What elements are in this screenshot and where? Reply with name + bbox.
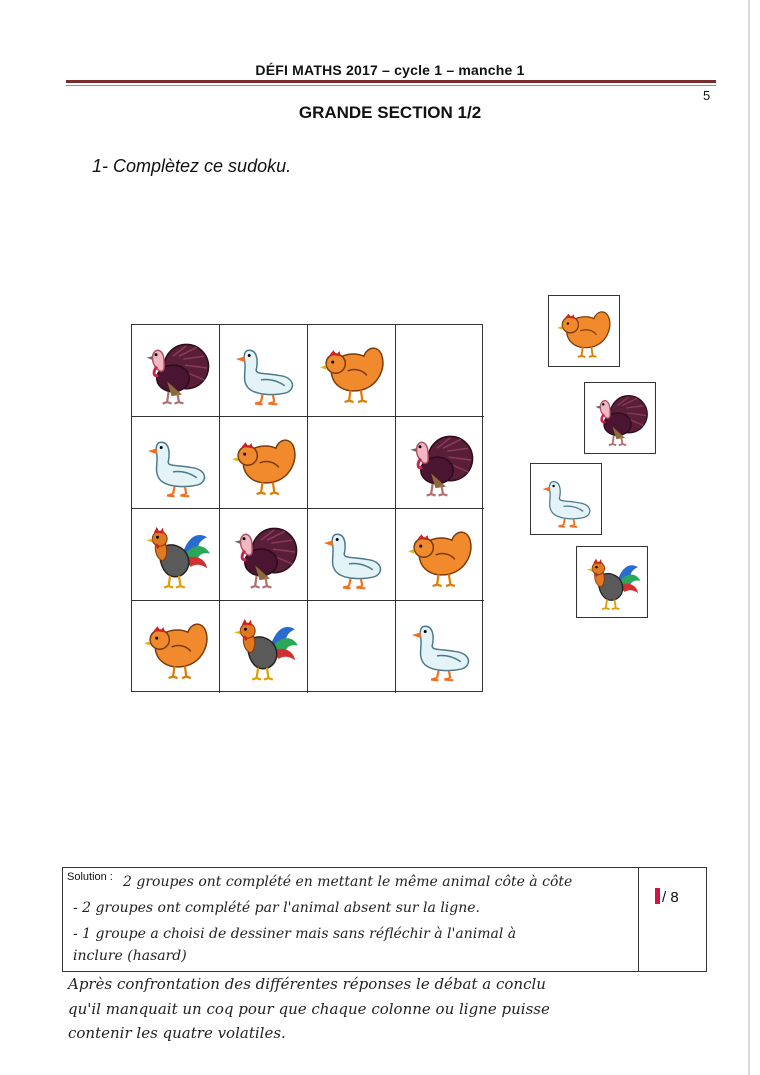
sudoku-cell-hen (132, 601, 220, 693)
sudoku-cell-goose (396, 601, 484, 693)
score-total: / 8 (662, 889, 679, 906)
rooster-icon (139, 518, 213, 592)
sudoku-cell-hen (308, 325, 396, 417)
hen-icon (315, 334, 389, 408)
solution-line: inclure (hasard) (73, 948, 187, 964)
header-title: DÉFI MATHS 2017 – cycle 1 – manche 1 (255, 62, 525, 78)
hen-icon (403, 518, 477, 592)
header-rule-thin (66, 85, 716, 86)
turkey-icon (227, 518, 301, 592)
conclusion-line: qu'il manquait un coq pour que chaque colonne ou ligne puisse (68, 1000, 550, 1018)
sudoku-cell-empty[interactable] (308, 417, 396, 509)
score-divider (638, 868, 639, 971)
hen-icon (227, 426, 301, 500)
page-edge (748, 0, 750, 1075)
goose-icon (315, 518, 389, 592)
sudoku-cell-goose (220, 325, 308, 417)
conclusion-line: Après confrontation des différentes réponses le débat a conclu (68, 975, 546, 993)
sudoku-cell-hen (396, 509, 484, 601)
solution-label: Solution : (67, 871, 113, 883)
conclusion-line: contenir les quatre volatiles. (68, 1024, 286, 1042)
turkey-icon (589, 387, 651, 449)
sudoku-cell-turkey (396, 417, 484, 509)
sudoku-grid (131, 324, 483, 692)
card-hen[interactable] (548, 295, 620, 367)
solution-line: - 1 groupe a choisi de dessiner mais sans réfléchir à l'animal à (73, 926, 517, 942)
sudoku-cell-rooster (132, 509, 220, 601)
solution-line: 2 groupes ont complété en mettant le même animal côte à côte (123, 874, 573, 890)
sudoku-cell-rooster (220, 601, 308, 693)
sudoku-cell-turkey (132, 325, 220, 417)
hen-icon (553, 300, 615, 362)
solution-box (62, 867, 707, 972)
instruction-text: 1- Complètez ce sudoku. (92, 156, 292, 176)
header-rule (66, 80, 716, 83)
goose-icon (535, 468, 597, 530)
sudoku-cell-goose (132, 417, 220, 509)
card-rooster[interactable] (576, 546, 648, 618)
score-mark (655, 888, 660, 904)
sudoku-cell-goose (308, 509, 396, 601)
sudoku-cell-empty[interactable] (308, 601, 396, 693)
sudoku-cell-hen (220, 417, 308, 509)
score (655, 888, 679, 906)
goose-icon (403, 610, 477, 684)
section-title: GRANDE SECTION 1/2 (298, 103, 482, 122)
card-goose[interactable] (530, 463, 602, 535)
turkey-icon (139, 334, 213, 408)
page-number: 5 (703, 88, 711, 103)
card-turkey[interactable] (584, 382, 656, 454)
sudoku-cell-empty[interactable] (396, 325, 484, 417)
rooster-icon (581, 551, 643, 613)
goose-icon (139, 426, 213, 500)
hen-icon (139, 610, 213, 684)
solution-line: - 2 groupes ont complété par l'animal absent sur la ligne. (73, 900, 480, 916)
goose-icon (227, 334, 301, 408)
turkey-icon (403, 426, 477, 500)
rooster-icon (227, 610, 301, 684)
sudoku-cell-turkey (220, 509, 308, 601)
